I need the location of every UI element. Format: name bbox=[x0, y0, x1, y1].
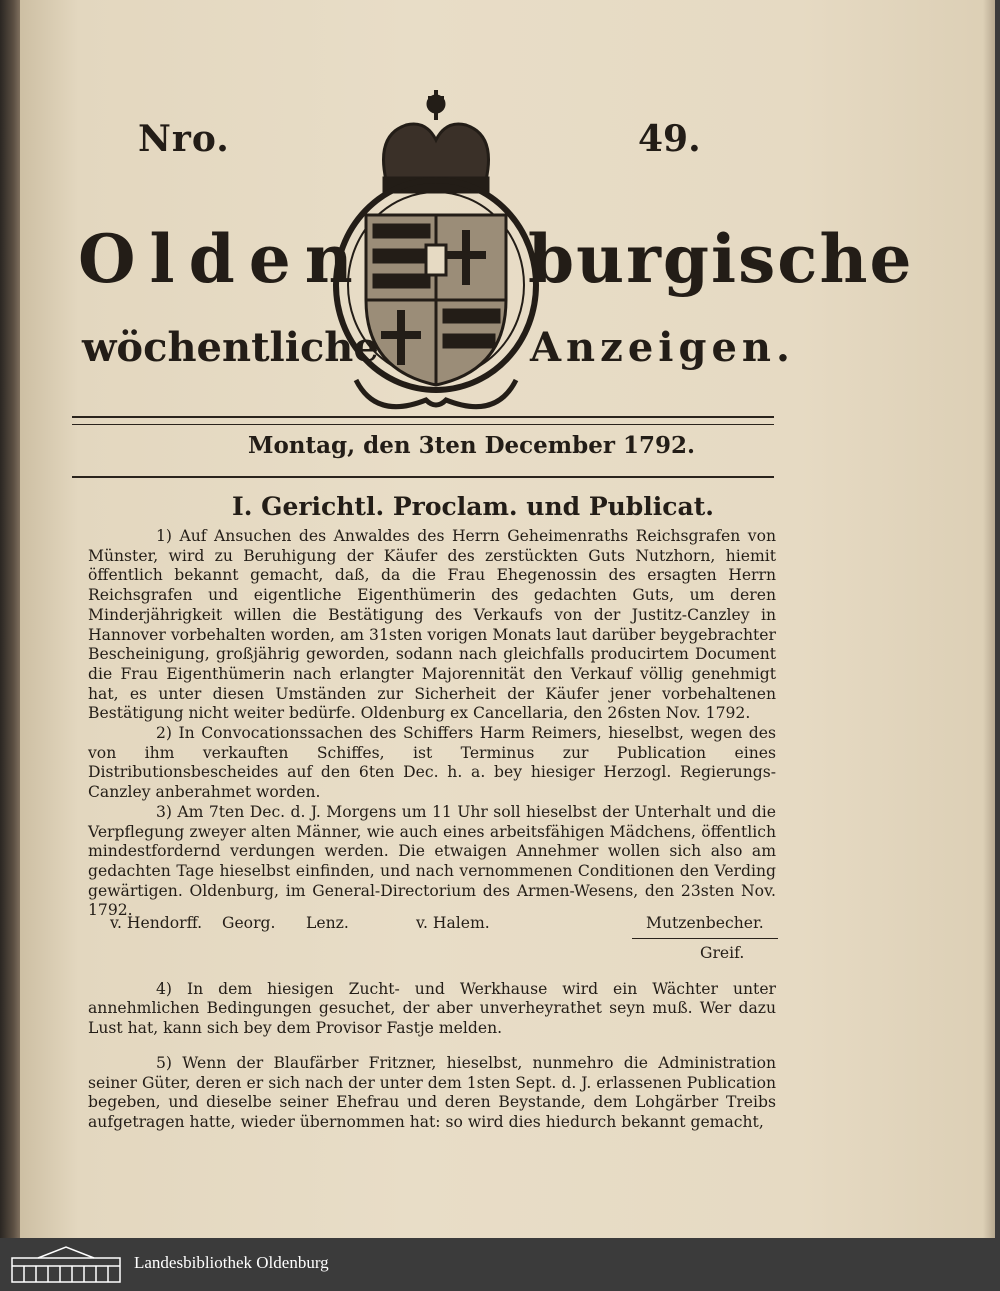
signature: v. Hendorff. bbox=[110, 914, 203, 932]
notice-paragraph: 2) In Convocationssachen des Schiffers Harm Reimers, hieselbst, wegen des von ihm verkauften Schiffes, ist Terminus zur Publication eines Distributionsbescheides auf den 6ten Dec. h. a. bey hiesiger Herzogl. Regierungs-Canzley anberahmet worden. bbox=[88, 724, 776, 802]
subtitle-left: wöchentliche bbox=[82, 324, 379, 371]
header-rule-top-2 bbox=[72, 424, 774, 425]
date-line: Montag, den 3ten December 1792. bbox=[248, 432, 695, 459]
library-building-icon bbox=[8, 1244, 124, 1284]
book-spine bbox=[0, 0, 22, 1238]
signature: Greif. bbox=[700, 944, 745, 962]
signature: v. Halem. bbox=[416, 914, 490, 932]
subtitle-right: Anzeigen. bbox=[530, 324, 795, 371]
footer-bar bbox=[0, 1238, 1000, 1291]
signature: Lenz. bbox=[306, 914, 349, 932]
title-right: burgische bbox=[528, 220, 914, 298]
signature: Georg. bbox=[222, 914, 276, 932]
section-title: I. Gerichtl. Proclam. und Publicat. bbox=[232, 492, 714, 521]
notice-paragraph: 1) Auf Ansuchen des Anwaldes des Herrn Geheimenraths Reichsgrafen von Münster, wird zu Beruhigung der Käufer des zerstückten Guts Nutzhorn, hiemit öffentlich bekannt gemacht, daß, da die Frau Ehegenossin des ersagten Herrn Reichsgrafen und eigentliche Eigenthümerin des gedachten Guts, um deren Minderjährigkeit willen die Bestätigung des Verkaufs von der Justitz-Canzley in Hannover vorbehalten worden, am 31sten vorigen Monats laut darüber beygebrachter Bescheinigung, großjährig geworden, sodann nach gleichfalls producirtem Document die Frau Eigenthümerin nach erlangter Majorennität den Verkauf völlig genehmigt hat, es unter diesen Umständen zur Sicherheit der Käufer jener vorbehaltenen Bestätigung nicht weiter bedürfe. Oldenburg ex Cancellaria, den 26sten Nov. 1792. bbox=[88, 527, 776, 723]
notice-paragraph: 4) In dem hiesigen Zucht- und Werkhause wird ein Wächter unter annehmlichen Bedingungen gesuchet, der aber unverheyrathet seyn muß. Wer dazu Lust hat, kann sich bey dem Provisor Fastje melden. bbox=[88, 979, 776, 1037]
issue-number: 49. bbox=[638, 118, 701, 160]
newspaper-page bbox=[20, 0, 995, 1238]
library-name: Landesbibliothek Oldenburg bbox=[134, 1253, 329, 1272]
title-left: Olden bbox=[78, 220, 367, 298]
header-rule-top bbox=[72, 416, 774, 418]
header-rule-bottom bbox=[72, 476, 774, 478]
issue-label: Nro. bbox=[138, 118, 230, 160]
notice-body-1 bbox=[88, 527, 776, 921]
signature: Mutzenbecher. bbox=[646, 914, 764, 932]
notice-paragraph: 3) Am 7ten Dec. d. J. Morgens um 11 Uhr soll hieselbst der Unterhalt und die Verpflegung zweyer alten Männer, wie auch eines arbeitsfähigen Mädchens, öffentlich mindestfordernd verdungen werden. Die etwaigen Annehmer wollen sich also am gedachten Tage hieselbst einfinden, und nach vernommenen Conditionen den Verding gewärtigen. Oldenburg, im General-Directorium des Armen-Wesens, den 23sten Nov. 1792. bbox=[88, 802, 776, 920]
signature-rule bbox=[632, 938, 778, 939]
notice-paragraph: 5) Wenn der Blaufärber Fritzner, hieselbst, nunmehro die Administration seiner Güter, deren er sich nach der unter dem 1sten Sept. d. J. erlassenen Publication begeben, und dieselbe seiner Ehefrau und deren Beystande, dem Lohgärber Treibs aufgetragen hatte, wieder übernommen hat: so wird dies hiedurch bekannt gemacht, bbox=[88, 1053, 776, 1131]
notice-body-2 bbox=[88, 964, 776, 1148]
